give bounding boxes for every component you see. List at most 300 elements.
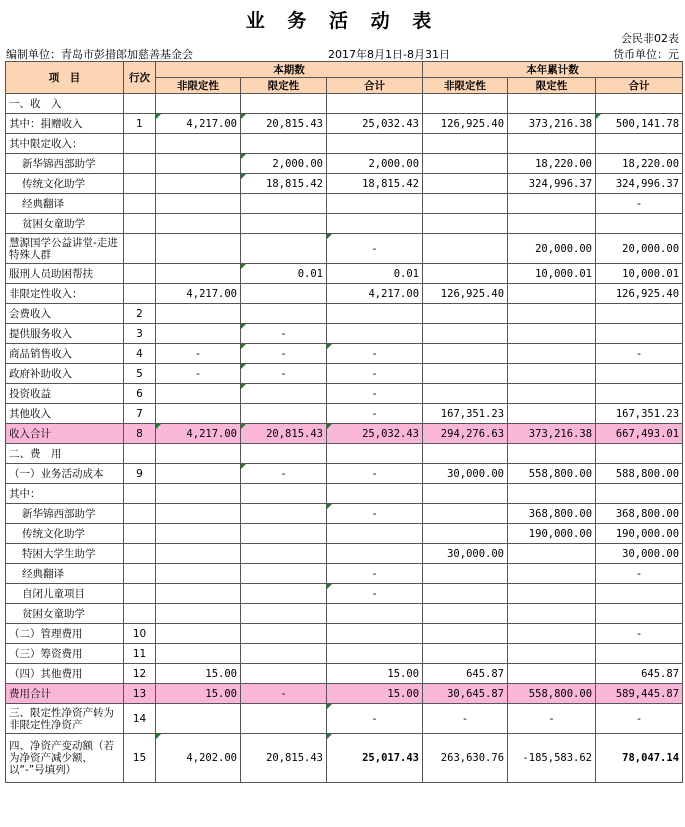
row-label: 贫困女童助学 (6, 604, 124, 624)
table-row (6, 214, 683, 234)
cell-y2 (508, 664, 596, 684)
table-row (6, 544, 683, 564)
cell-c2: - (241, 464, 327, 484)
cell-c3 (327, 444, 423, 464)
row-label: 非限定性收入： (6, 284, 124, 304)
report-meta (6, 46, 679, 60)
row-seq (124, 544, 156, 564)
table-row (6, 264, 683, 284)
row-label: 收入合计 (6, 424, 124, 444)
cell-y2: 558,800.00 (508, 684, 596, 704)
cell-y1 (423, 564, 508, 584)
row-seq (124, 284, 156, 304)
cell-y1 (423, 624, 508, 644)
row-seq: 9 (124, 464, 156, 484)
row-seq: 8 (124, 424, 156, 444)
cell-c2: - (241, 344, 327, 364)
row-label: 三、限定性净资产转为非限定性净资产 (6, 704, 124, 734)
cell-c2 (241, 304, 327, 324)
cell-c3: 25,032.43 (327, 424, 423, 444)
cell-c1 (156, 94, 241, 114)
cell-y3 (596, 214, 683, 234)
row-seq: 2 (124, 304, 156, 324)
cell-y2: 368,800.00 (508, 504, 596, 524)
cell-y3 (596, 134, 683, 154)
row-seq (124, 504, 156, 524)
form-code: 会民非02表 (621, 32, 679, 45)
preparing-unit: 编制单位：青岛市彭措郎加慈善基金会 (6, 48, 193, 61)
cell-y2 (508, 94, 596, 114)
cell-y1 (423, 524, 508, 544)
col-header-item: 项 目 (6, 62, 124, 94)
cell-y3 (596, 384, 683, 404)
row-label: 四、净资产变动额（若为净资产减少额，以“-”号填列） (6, 734, 124, 783)
cell-c3 (327, 134, 423, 154)
row-label: 其中限定收入： (6, 134, 124, 154)
cell-c3: 15.00 (327, 664, 423, 684)
row-seq (124, 584, 156, 604)
currency-unit: 货币单位：元 (613, 48, 679, 61)
table-row (6, 284, 683, 304)
cell-c1: 4,202.00 (156, 734, 241, 783)
table-row (6, 404, 683, 424)
cell-y3: 167,351.23 (596, 404, 683, 424)
cell-y1: 30,645.87 (423, 684, 508, 704)
cell-y2 (508, 364, 596, 384)
table-row (6, 664, 683, 684)
row-seq (124, 524, 156, 544)
cell-c2 (241, 704, 327, 734)
table-row (6, 114, 683, 134)
cell-c2 (241, 234, 327, 264)
table-row (6, 384, 683, 404)
cell-y3: 18,220.00 (596, 154, 683, 174)
cell-y1 (423, 264, 508, 284)
col-header-seq: 行次 (124, 62, 156, 94)
row-seq (124, 134, 156, 154)
cell-y1 (423, 384, 508, 404)
cell-y1 (423, 504, 508, 524)
cell-c2 (241, 404, 327, 424)
cell-y3: 324,996.37 (596, 174, 683, 194)
cell-c3 (327, 194, 423, 214)
cell-c2: 20,815.43 (241, 734, 327, 783)
cell-c1 (156, 504, 241, 524)
cell-y2 (508, 384, 596, 404)
cell-y2: 373,216.38 (508, 114, 596, 134)
cell-c2: 0.01 (241, 264, 327, 284)
cell-c2 (241, 504, 327, 524)
cell-c2 (241, 624, 327, 644)
row-label: 经典翻译 (6, 194, 124, 214)
table-row (6, 344, 683, 364)
table-row (6, 604, 683, 624)
cell-c1 (156, 264, 241, 284)
row-seq (124, 484, 156, 504)
cell-y2: 20,000.00 (508, 234, 596, 264)
cell-c3 (327, 484, 423, 504)
cell-c3 (327, 624, 423, 644)
cell-c1 (156, 484, 241, 504)
row-seq: 14 (124, 704, 156, 734)
cell-y3: 190,000.00 (596, 524, 683, 544)
cell-c1: 4,217.00 (156, 114, 241, 134)
cell-y2 (508, 584, 596, 604)
cell-y3 (596, 304, 683, 324)
cell-y2: 10,000.01 (508, 264, 596, 284)
row-label: 特困大学生助学 (6, 544, 124, 564)
cell-y2 (508, 484, 596, 504)
row-label: （三）筹资费用 (6, 644, 124, 664)
row-seq (124, 194, 156, 214)
cell-y1: 645.87 (423, 664, 508, 684)
cell-y1 (423, 324, 508, 344)
table-row (6, 304, 683, 324)
row-label: 新华锦西部助学 (6, 504, 124, 524)
cell-c1 (156, 134, 241, 154)
cell-c2 (241, 664, 327, 684)
table-row (6, 504, 683, 524)
row-label: 传统文化助学 (6, 524, 124, 544)
cell-y3 (596, 644, 683, 664)
table-row (6, 364, 683, 384)
cell-y1 (423, 304, 508, 324)
cell-y1: 30,000.00 (423, 544, 508, 564)
cell-y1 (423, 94, 508, 114)
cell-y3 (596, 484, 683, 504)
cell-c3 (327, 604, 423, 624)
row-label: 传统文化助学 (6, 174, 124, 194)
cell-c1: - (156, 344, 241, 364)
row-seq: 13 (124, 684, 156, 704)
cell-y1 (423, 484, 508, 504)
cell-y2 (508, 344, 596, 364)
row-label: 贫困女童助学 (6, 214, 124, 234)
cell-c1 (156, 194, 241, 214)
row-seq (124, 94, 156, 114)
row-seq (124, 444, 156, 464)
cell-c1 (156, 644, 241, 664)
cell-y3: 10,000.01 (596, 264, 683, 284)
cell-y3: 500,141.78 (596, 114, 683, 134)
cell-c1 (156, 304, 241, 324)
cell-c3 (327, 544, 423, 564)
cell-y1: 263,630.76 (423, 734, 508, 783)
table-row (6, 584, 683, 604)
cell-c2: 20,815.43 (241, 114, 327, 134)
cell-c3: 18,815.42 (327, 174, 423, 194)
table-row (6, 174, 683, 194)
cell-c1 (156, 324, 241, 344)
cell-y2 (508, 644, 596, 664)
row-label: 投资收益 (6, 384, 124, 404)
cell-c3: - (327, 584, 423, 604)
table-row (6, 624, 683, 644)
cell-c3: - (327, 504, 423, 524)
cell-y3 (596, 584, 683, 604)
cell-c1: 15.00 (156, 664, 241, 684)
cell-y3: - (596, 344, 683, 364)
cell-y3 (596, 94, 683, 114)
cell-y3: - (596, 704, 683, 734)
cell-c3: - (327, 364, 423, 384)
row-seq: 7 (124, 404, 156, 424)
table-row (6, 484, 683, 504)
cell-c3: 25,017.43 (327, 734, 423, 783)
cell-y3: 126,925.40 (596, 284, 683, 304)
col-header-ytd-restricted: 限定性 (508, 78, 596, 94)
cell-c3 (327, 214, 423, 234)
cell-c2: - (241, 684, 327, 704)
cell-y3: 589,445.87 (596, 684, 683, 704)
cell-y1 (423, 134, 508, 154)
row-label: （一）业务活动成本 (6, 464, 124, 484)
table-row (6, 194, 683, 214)
col-header-ytd-unrestricted: 非限定性 (423, 78, 508, 94)
cell-c1 (156, 704, 241, 734)
row-label: 经典翻译 (6, 564, 124, 584)
cell-c2 (241, 604, 327, 624)
cell-y3: 20,000.00 (596, 234, 683, 264)
cell-y1: 30,000.00 (423, 464, 508, 484)
cell-c3: 2,000.00 (327, 154, 423, 174)
cell-y2 (508, 214, 596, 234)
cell-y3 (596, 444, 683, 464)
cell-c1 (156, 444, 241, 464)
row-seq (124, 174, 156, 194)
cell-c1 (156, 384, 241, 404)
cell-y1 (423, 234, 508, 264)
cell-c1 (156, 624, 241, 644)
cell-y2 (508, 624, 596, 644)
table-row (6, 154, 683, 174)
cell-c2 (241, 564, 327, 584)
cell-c1: 4,217.00 (156, 424, 241, 444)
table-row (6, 464, 683, 484)
cell-c2: - (241, 364, 327, 384)
cell-y1: - (423, 704, 508, 734)
row-label: 慧源国学公益讲堂-走进特殊人群 (6, 234, 124, 264)
cell-c1 (156, 564, 241, 584)
cell-c3: - (327, 564, 423, 584)
row-seq: 15 (124, 734, 156, 783)
cell-y3: - (596, 564, 683, 584)
report-period: 2017年8月1日-8月31日 (328, 48, 450, 61)
cell-y2: 190,000.00 (508, 524, 596, 544)
row-seq: 1 (124, 114, 156, 134)
cell-c3 (327, 304, 423, 324)
row-seq (124, 604, 156, 624)
cell-y3: 30,000.00 (596, 544, 683, 564)
col-header-ytd: 本年累计数 (423, 62, 683, 78)
cell-c2 (241, 584, 327, 604)
cell-c3: - (327, 344, 423, 364)
cell-c2: 20,815.43 (241, 424, 327, 444)
cell-y2: 558,800.00 (508, 464, 596, 484)
row-label: 其他收入 (6, 404, 124, 424)
cell-c3: - (327, 704, 423, 734)
cell-c2 (241, 194, 327, 214)
cell-c2 (241, 484, 327, 504)
cell-c3: 15.00 (327, 684, 423, 704)
cell-c1 (156, 464, 241, 484)
row-seq (124, 564, 156, 584)
cell-y2: 18,220.00 (508, 154, 596, 174)
cell-y2 (508, 304, 596, 324)
col-header-current-unrestricted: 非限定性 (156, 78, 241, 94)
row-seq: 5 (124, 364, 156, 384)
row-label: （四）其他费用 (6, 664, 124, 684)
cell-y3: 78,047.14 (596, 734, 683, 783)
table-row (6, 524, 683, 544)
cell-c2 (241, 384, 327, 404)
cell-y3: - (596, 624, 683, 644)
table-row (6, 444, 683, 464)
row-label: （二）管理费用 (6, 624, 124, 644)
cell-y1 (423, 584, 508, 604)
table-row (6, 644, 683, 664)
cell-c2 (241, 544, 327, 564)
cell-y3 (596, 604, 683, 624)
cell-c1 (156, 234, 241, 264)
cell-c3: 4,217.00 (327, 284, 423, 304)
row-seq: 4 (124, 344, 156, 364)
cell-y1 (423, 214, 508, 234)
table-row (6, 734, 683, 783)
row-label: 会费收入 (6, 304, 124, 324)
cell-c2 (241, 134, 327, 154)
table-row (6, 424, 683, 444)
table-row (6, 134, 683, 154)
cell-y3: - (596, 194, 683, 214)
row-seq (124, 234, 156, 264)
cell-c3 (327, 524, 423, 544)
table-row (6, 94, 683, 114)
cell-y1 (423, 344, 508, 364)
cell-y1 (423, 644, 508, 664)
row-label: 政府补助收入 (6, 364, 124, 384)
cell-c3: - (327, 384, 423, 404)
cell-c1: - (156, 364, 241, 384)
cell-c3: 25,032.43 (327, 114, 423, 134)
cell-y2 (508, 604, 596, 624)
cell-y2 (508, 194, 596, 214)
cell-c3: - (327, 404, 423, 424)
table-body (6, 94, 683, 783)
row-label: 二、费 用 (6, 444, 124, 464)
cell-c3 (327, 644, 423, 664)
activity-table (5, 61, 683, 783)
col-header-current-restricted: 限定性 (241, 78, 327, 94)
col-header-ytd-total: 合计 (596, 78, 683, 94)
cell-c1: 4,217.00 (156, 284, 241, 304)
cell-y3 (596, 324, 683, 344)
row-label: 新华锦西部助学 (6, 154, 124, 174)
cell-y1 (423, 364, 508, 384)
row-seq (124, 154, 156, 174)
cell-y2 (508, 404, 596, 424)
row-seq (124, 214, 156, 234)
row-seq (124, 264, 156, 284)
cell-y2: 373,216.38 (508, 424, 596, 444)
cell-y2: 324,996.37 (508, 174, 596, 194)
cell-c2: - (241, 324, 327, 344)
cell-y1 (423, 444, 508, 464)
row-seq: 3 (124, 324, 156, 344)
cell-y1 (423, 604, 508, 624)
cell-c2 (241, 94, 327, 114)
cell-c3 (327, 94, 423, 114)
cell-c1 (156, 604, 241, 624)
cell-y1: 126,925.40 (423, 114, 508, 134)
cell-y3: 588,800.00 (596, 464, 683, 484)
header-row-1 (6, 62, 683, 78)
row-label: 其中： (6, 484, 124, 504)
cell-c3 (327, 324, 423, 344)
cell-y2 (508, 544, 596, 564)
row-seq: 10 (124, 624, 156, 644)
cell-y2 (508, 444, 596, 464)
table-row (6, 234, 683, 264)
cell-y3: 667,493.01 (596, 424, 683, 444)
cell-y1: 294,276.63 (423, 424, 508, 444)
row-label: 服刑人员助困帮扶 (6, 264, 124, 284)
table-row (6, 684, 683, 704)
row-seq: 12 (124, 664, 156, 684)
row-label: 提供服务收入 (6, 324, 124, 344)
cell-c1 (156, 174, 241, 194)
cell-y3: 368,800.00 (596, 504, 683, 524)
cell-c2 (241, 214, 327, 234)
cell-c2 (241, 444, 327, 464)
cell-y2 (508, 564, 596, 584)
cell-y2: -185,583.62 (508, 734, 596, 783)
cell-c2 (241, 644, 327, 664)
cell-c2: 2,000.00 (241, 154, 327, 174)
row-seq: 6 (124, 384, 156, 404)
cell-c3: - (327, 234, 423, 264)
cell-c2 (241, 524, 327, 544)
row-label: 费用合计 (6, 684, 124, 704)
row-seq: 11 (124, 644, 156, 664)
cell-y1: 167,351.23 (423, 404, 508, 424)
cell-c3: - (327, 464, 423, 484)
row-label: 自闭儿童项目 (6, 584, 124, 604)
col-header-current: 本期数 (156, 62, 423, 78)
cell-y1 (423, 194, 508, 214)
cell-c1: 15.00 (156, 684, 241, 704)
table-row (6, 564, 683, 584)
cell-c2 (241, 284, 327, 304)
cell-y2 (508, 284, 596, 304)
cell-y3: 645.87 (596, 664, 683, 684)
row-label: 一、收 入 (6, 94, 124, 114)
cell-c1 (156, 584, 241, 604)
table-row (6, 324, 683, 344)
row-label: 商品销售收入 (6, 344, 124, 364)
cell-c1 (156, 524, 241, 544)
cell-y1 (423, 174, 508, 194)
cell-y1: 126,925.40 (423, 284, 508, 304)
cell-c1 (156, 214, 241, 234)
cell-c1 (156, 154, 241, 174)
cell-c3: 0.01 (327, 264, 423, 284)
row-label: 其中：捐赠收入 (6, 114, 124, 134)
cell-y1 (423, 154, 508, 174)
cell-c1 (156, 404, 241, 424)
cell-y2 (508, 134, 596, 154)
col-header-current-total: 合计 (327, 78, 423, 94)
